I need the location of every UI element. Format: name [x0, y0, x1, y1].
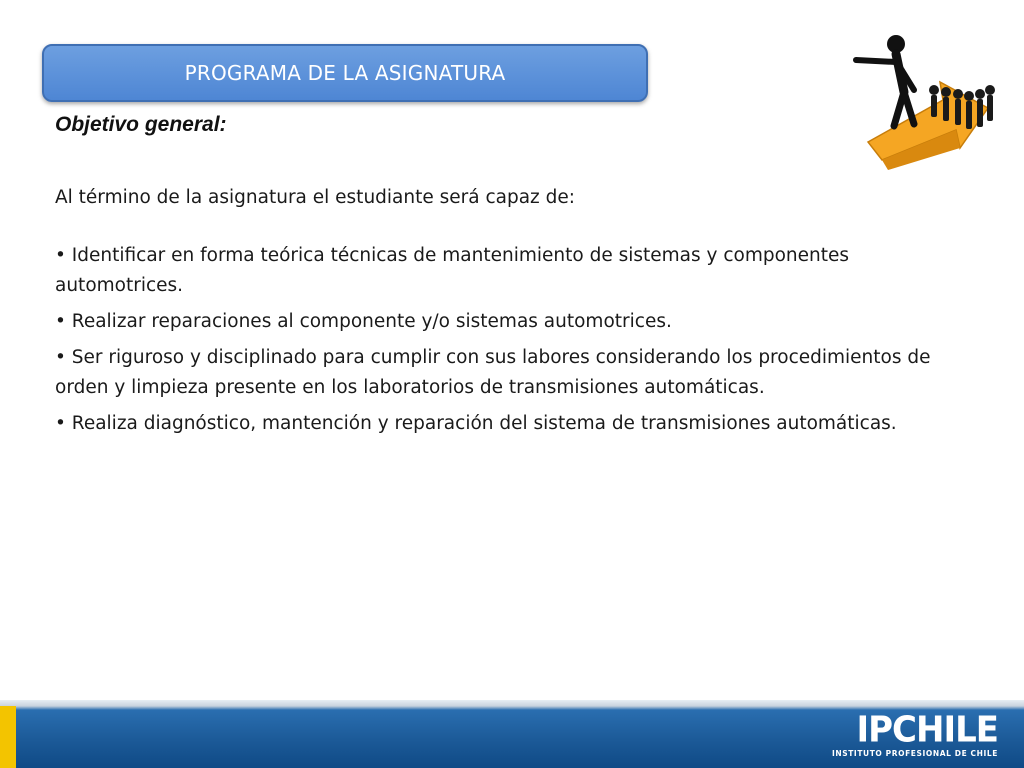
title-banner — [42, 44, 648, 102]
objectives-body — [55, 183, 935, 445]
objectives-list — [55, 241, 935, 439]
page-title: PROGRAMA DE LA ASIGNATURA — [184, 61, 506, 85]
list-item: • Identificar en forma teórica técnicas de mantenimiento de sistemas y componentes automotrices. — [55, 245, 850, 296]
list-item: • Realiza diagnóstico, mantención y reparación del sistema de transmisiones automáticas. — [55, 413, 897, 434]
footer-accent-stripe — [0, 706, 16, 768]
section-heading: Objetivo general: — [55, 113, 227, 136]
intro-text: Al término de la asignatura el estudiante será capaz de: — [55, 187, 576, 208]
ipchile-logo — [831, 709, 998, 758]
leader-figures-arrow-icon — [848, 30, 1000, 170]
logo-subtitle: INSTITUTO PROFESIONAL DE CHILE — [831, 749, 998, 758]
logo-wordmark: IPCHILE — [856, 709, 998, 751]
list-item: • Realizar reparaciones al componente y/o sistemas automotrices. — [55, 311, 672, 332]
list-item: • Ser riguroso y disciplinado para cumplir con sus labores considerando los procedimientos de orden y limpieza presente en los laboratorios de transmisiones automáticas. — [55, 347, 931, 398]
